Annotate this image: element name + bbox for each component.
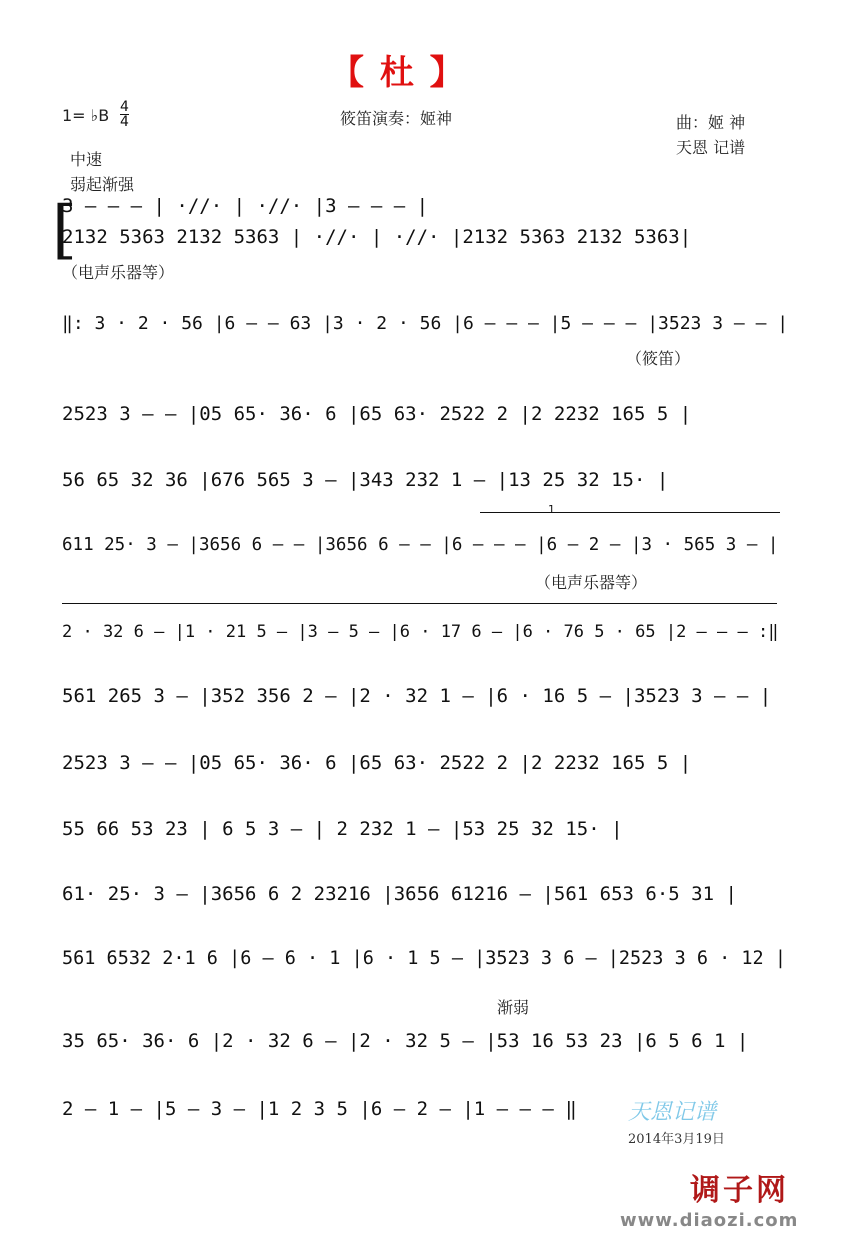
score-row-8: 561 265 3 – |352 356 2 – |2 · 32 1 – |6 · 16 5 – |3523 3 – – |	[62, 685, 772, 707]
score-row-9: 2523 3 – – |05 65· 36· 6 |65 63· 2522 2 |2 2232 165 5 |	[62, 752, 692, 774]
score-row-13: 35 65· 36· 6 |2 · 32 6 – |2 · 32 5 – |53 16 53 23 |6 5 6 1 |	[62, 1030, 749, 1052]
dynamics-marking: 弱起渐强	[70, 175, 135, 194]
performer-credit: 筱笛演奏：姬神	[340, 109, 453, 128]
volta-bracket	[480, 512, 780, 513]
site-url: www.diaozi.com	[620, 1210, 799, 1231]
site-logo: 调子网	[690, 1173, 789, 1208]
time-denominator: 4	[120, 114, 129, 130]
score-row-4: 2523 3 – – |05 65· 36· 6 |65 63· 2522 2 |2 2232 165 5 |	[62, 403, 692, 425]
system-brace: [	[52, 193, 77, 267]
score-row-7: 2 · 32 6 – |1 · 21 5 – |3 – 5 – |6 · 17 6 – |6 · 76 5 · 65 |2 – – – :‖	[62, 622, 779, 642]
score-row-1: 3 – – – | ·//· | ·//· |3 – – – |	[62, 195, 429, 217]
notator-stamp: 天恩记谱	[628, 1100, 717, 1125]
stamp-date: 2014年3月19日	[628, 1132, 725, 1147]
notator-credit: 天恩 记谱	[676, 138, 746, 157]
label-electro-1: （电声乐器等）	[62, 263, 175, 282]
score-row-10: 55 66 53 23 | 6 5 3 – | 2 232 1 – |53 25 32 15· |	[62, 818, 623, 840]
page-title: 【 杜 】	[330, 53, 466, 93]
score-row-11: 61· 25· 3 – |3656 6 2 23216 |3656 61216 – |561 653 6·5 31 |	[62, 883, 737, 905]
score-row-14: 2 – 1 – |5 – 3 – |1 2 3 5 |6 – 2 – |1 – – – ‖	[62, 1098, 577, 1120]
time-numerator: 4	[120, 99, 129, 115]
repeat-bracket	[62, 603, 777, 604]
tempo-marking: 中速	[70, 150, 103, 169]
score-row-3: ‖: 3 · 2 · 56 |6 – – 63 |3 · 2 · 56 |6 – – – |5 – – – |3523 3 – – |	[62, 313, 789, 334]
score-row-2: 2132 5363 2132 5363 | ·//· | ·//· |2132 5363 2132 5363|	[62, 226, 692, 248]
label-fade: 渐弱	[497, 998, 530, 1017]
key-signature: 1= ♭B	[62, 106, 110, 125]
score-row-12: 561 6532 2·1 6 |6 – 6 · 1 |6 · 1 5 – |3523 3 6 – |2523 3 6 · 12 |	[62, 948, 786, 969]
composer-credit: 曲：姬 神	[676, 113, 746, 132]
label-electro-2: （电声乐器等）	[535, 573, 648, 592]
time-signature	[120, 100, 129, 129]
label-flute: （筱笛）	[626, 349, 691, 368]
score-row-6: 611 25· 3 – |3656 6 – – |3656 6 – – |6 – – – |6 – 2 – |3 · 565 3 – |	[62, 535, 779, 555]
volta-number: 1	[548, 503, 555, 516]
score-row-5: 56 65 32 36 |676 565 3 – |343 232 1 – |13 25 32 15· |	[62, 469, 669, 491]
